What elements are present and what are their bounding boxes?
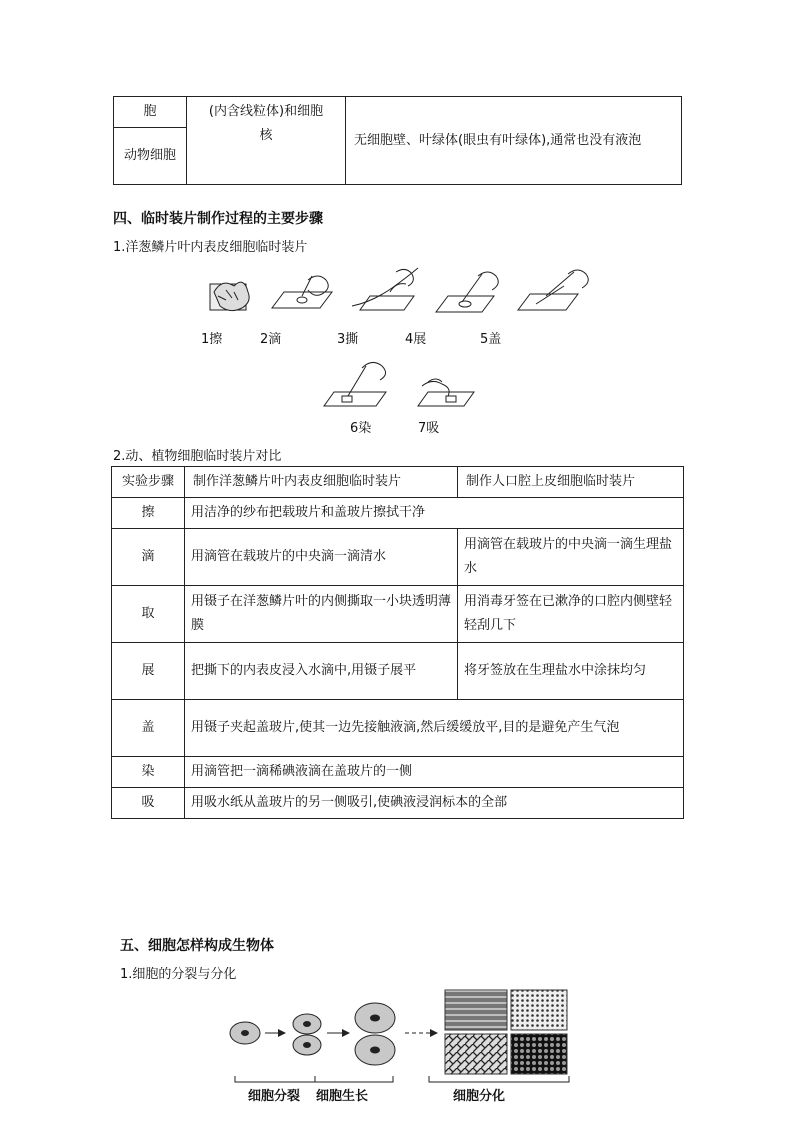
table-row xyxy=(112,586,684,643)
step-label-tear: 3撕 xyxy=(337,332,359,347)
shared-cell: 用镊子夹起盖玻片,使其一边先接触液滴,然后缓缓放平,目的是避免产生气泡 xyxy=(185,700,684,757)
step-label-absorb: 7吸 xyxy=(418,421,440,436)
drop-step-illustration xyxy=(272,276,332,308)
stain-absorb-illustrations xyxy=(318,352,478,410)
table-cell xyxy=(187,97,346,185)
header-cell-animal: 制作人口腔上皮细胞临时装片 xyxy=(458,467,684,498)
table-row xyxy=(112,529,684,586)
step-cell: 滴 xyxy=(112,529,185,586)
step-cell: 取 xyxy=(112,586,185,643)
step-cell: 擦 xyxy=(112,498,185,529)
single-cell xyxy=(230,1022,260,1044)
grown-cells xyxy=(355,1003,395,1065)
step-label-stain: 6染 xyxy=(350,421,372,436)
label-cell-division: 细胞分裂 xyxy=(248,1089,301,1104)
section-4-title: 四、临时装片制作过程的主要步骤 xyxy=(113,211,323,227)
animal-cell: 用消毒牙签在已漱净的口腔内侧壁轻轻刮几下 xyxy=(458,586,684,643)
plant-cell: 把撕下的内表皮浸入水滴中,用镊子展平 xyxy=(185,643,458,700)
table-cell: 无细胞壁、叶绿体(眼虫有叶绿体),通常也没有液泡 xyxy=(346,97,682,185)
step-cell: 展 xyxy=(112,643,185,700)
animal-cell: 用滴管在载玻片的中央滴一滴生理盐水 xyxy=(458,529,684,586)
plant-cell: 用镊子在洋葱鳞片叶的内侧撕取一小块透明薄膜 xyxy=(185,586,458,643)
cell-structure-table xyxy=(113,96,682,185)
shared-cell: 用滴管把一滴稀碘液滴在盖玻片的一侧 xyxy=(185,757,684,788)
tear-step-illustration xyxy=(352,268,418,310)
tissue-images xyxy=(445,990,567,1074)
absorb-step-illustration xyxy=(418,379,474,406)
plant-cell: 用滴管在载玻片的中央滴一滴清水 xyxy=(185,529,458,586)
step-cell: 吸 xyxy=(112,788,185,819)
step-cell: 染 xyxy=(112,757,185,788)
label-cell-growth: 细胞生长 xyxy=(316,1089,369,1104)
section-5-title: 五、细胞怎样构成生物体 xyxy=(120,938,274,954)
table-row xyxy=(112,757,684,788)
table-row xyxy=(112,788,684,819)
table-cell: 动物细胞 xyxy=(114,128,187,185)
step-cell: 盖 xyxy=(112,700,185,757)
step-label-drop: 2滴 xyxy=(260,332,282,347)
shared-cell: 用洁净的纱布把载玻片和盖玻片擦拭干净 xyxy=(185,498,684,529)
animal-cell: 将牙签放在生理盐水中涂抹均匀 xyxy=(458,643,684,700)
header-cell-step: 实验步骤 xyxy=(112,467,185,498)
step-label-wipe: 1擦 xyxy=(201,332,223,347)
stain-step-illustration xyxy=(324,362,386,406)
table-row xyxy=(112,700,684,757)
table-row xyxy=(112,498,684,529)
divided-cells xyxy=(293,1014,321,1055)
shared-cell: 用吸水纸从盖玻片的另一侧吸引,使碘液浸润标本的全部 xyxy=(185,788,684,819)
slide-comparison-table xyxy=(111,466,684,819)
table-header-row xyxy=(112,467,684,498)
table-row xyxy=(112,643,684,700)
step-label-cover: 5盖 xyxy=(480,332,502,347)
cell-text: (内含线粒体)和细胞 xyxy=(208,104,324,119)
bracket-lines xyxy=(235,1076,569,1082)
cover-step-illustration xyxy=(518,270,588,310)
step-label-spread: 4展 xyxy=(405,332,427,347)
section-4-subtitle-2: 2.动、植物细胞临时装片对比 xyxy=(113,449,282,464)
label-cell-differentiation: 细胞分化 xyxy=(453,1089,506,1104)
wipe-step-illustration xyxy=(210,282,249,310)
section-4-subtitle-1: 1.洋葱鳞片叶内表皮细胞临时装片 xyxy=(113,240,308,255)
cell-text: 核 xyxy=(259,128,273,143)
section-5-subtitle-1: 1.细胞的分裂与分化 xyxy=(120,967,237,982)
table-cell: 胞 xyxy=(114,97,187,128)
slide-preparation-illustrations xyxy=(200,262,600,332)
spread-step-illustration xyxy=(436,272,498,312)
header-cell-plant: 制作洋葱鳞片叶内表皮细胞临时装片 xyxy=(185,467,458,498)
